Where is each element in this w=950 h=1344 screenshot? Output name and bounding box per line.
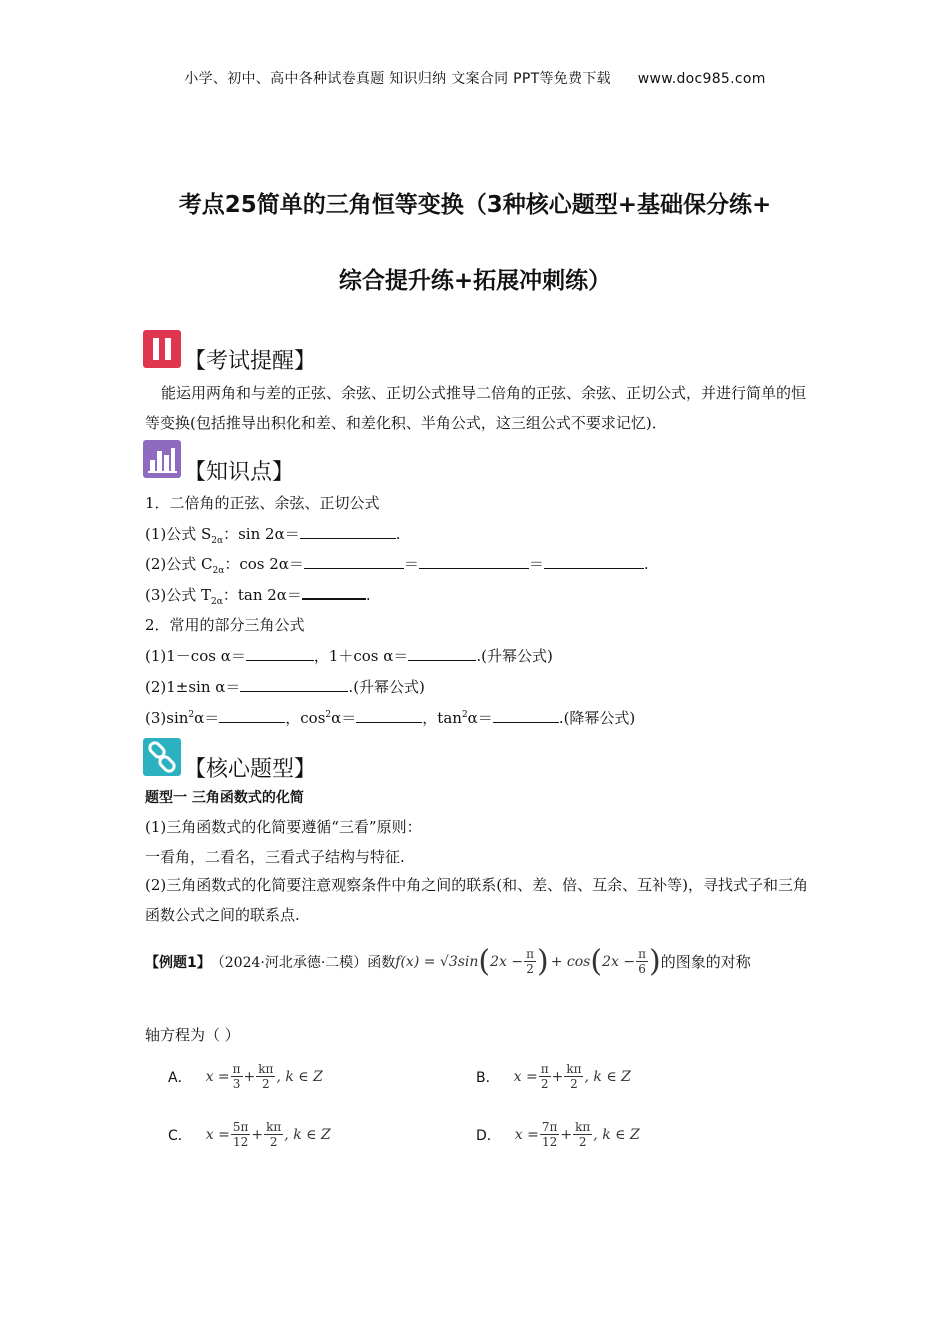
example-source: （2024·河北承德·二模）函数 bbox=[210, 954, 396, 971]
section-title-exam: 【考试提醒】 bbox=[184, 349, 317, 374]
formula-s2a: (1)公式 $S_{2\alpha}$：sin 2α＝ . bbox=[145, 525, 401, 546]
page-header bbox=[0, 68, 950, 88]
example-tail: 的图象的对称 bbox=[660, 953, 751, 971]
fill-blank[interactable] bbox=[219, 708, 285, 723]
option-c[interactable]: C． x = $\frac{5\pi}{12}$ + $\frac{k\pi}{2}$ , k ∈ Z bbox=[168, 1120, 331, 1149]
header-site-link[interactable]: www.doc985.com bbox=[637, 71, 766, 87]
doc-title-line-1: 考点25简单的三角恒等变换（3种核心题型+基础保分练+ bbox=[178, 192, 772, 218]
fill-blank[interactable] bbox=[246, 646, 314, 661]
fill-blank[interactable] bbox=[304, 554, 404, 569]
fill-blank[interactable] bbox=[408, 646, 476, 661]
fill-blank[interactable] bbox=[493, 708, 559, 723]
fill-blank[interactable] bbox=[302, 584, 366, 600]
rule-1: (1)三角函数式的化简要遵循“三看”原则： bbox=[145, 818, 422, 836]
formula-power-raise-2: (2)1±sin α＝ .(升幂公式) bbox=[145, 678, 425, 696]
option-a[interactable]: A． x = $\frac{\pi}{3}$ + $\frac{k\pi}{2}$ , k ∈ Z bbox=[168, 1062, 323, 1091]
doc-title-line-2: 综合提升练+拓展冲刺练） bbox=[338, 268, 612, 294]
knowledge-heading-2: 2．常用的部分三角公式 bbox=[145, 616, 305, 634]
formula-power-raise-1: (1)1－cos α＝ ，1＋cos α＝ .(升幂公式) bbox=[145, 647, 553, 665]
example-line-2: 轴方程为（ ） bbox=[145, 1026, 240, 1044]
example-formula: f(x) = √3sin ( 2x − $\frac{\pi}{2}$ ) + cos ( 2x − $\frac{\pi}{6}$ ) bbox=[395, 944, 661, 979]
fill-blank[interactable] bbox=[300, 524, 396, 539]
knowledge-heading-1: 1．二倍角的正弦、余弦、正切公式 bbox=[145, 494, 380, 512]
fill-blank[interactable] bbox=[356, 708, 422, 723]
link-icon bbox=[143, 738, 181, 776]
option-b[interactable]: B． x = $\frac{\pi}{2}$ + $\frac{k\pi}{2}$ , k ∈ Z bbox=[476, 1062, 631, 1091]
rule-1b: 一看角，二看名，三看式子结构与特征. bbox=[145, 848, 405, 866]
section-title-knowledge: 【知识点】 bbox=[184, 460, 295, 485]
exam-reminder-text: 能运用两角和与差的正弦、余弦、正切公式推导二倍角的正弦、余弦、正切公式，并进行简单的恒等变换(包括推导出积化和差、和差化积、半角公式，这三组公式不要求记忆)． bbox=[145, 384, 807, 432]
fill-blank[interactable] bbox=[419, 554, 529, 569]
fill-blank[interactable] bbox=[240, 677, 348, 692]
pause-bars-icon bbox=[143, 330, 181, 368]
fill-blank[interactable] bbox=[544, 554, 644, 569]
example-label: 【例题1】 bbox=[145, 954, 211, 971]
example-1 bbox=[145, 944, 751, 979]
formula-t2a: (3)公式 $T_{2\alpha}$：tan 2α＝ . bbox=[145, 586, 371, 607]
formula-c2a: (2)公式 $C_{2\alpha}$：cos 2α＝ ＝ ＝ . bbox=[145, 555, 649, 576]
option-d[interactable]: D． x = $\frac{7\pi}{12}$ + $\frac{k\pi}{2}$ , k ∈ Z bbox=[476, 1120, 640, 1149]
section-title-core: 【核心题型】 bbox=[184, 757, 317, 782]
type1-heading: 题型一 三角函数式的化简 bbox=[145, 790, 304, 806]
rule-2: (2)三角函数式的化简要注意观察条件中角之间的联系(和、差、倍、互余、互补等)，寻找式子和三角函数公式之间的联系点. bbox=[145, 876, 808, 924]
bar-chart-icon bbox=[143, 440, 181, 478]
header-text: 小学、初中、高中各种试卷真题 知识归纳 文案合同 PPT等免费下载 bbox=[184, 71, 611, 87]
formula-power-reduce: $(3)\sin^2\alpha=$ ，$\cos^2\alpha=$ ，$\tan^2\alpha=$ .(降幂公式) bbox=[145, 709, 636, 727]
